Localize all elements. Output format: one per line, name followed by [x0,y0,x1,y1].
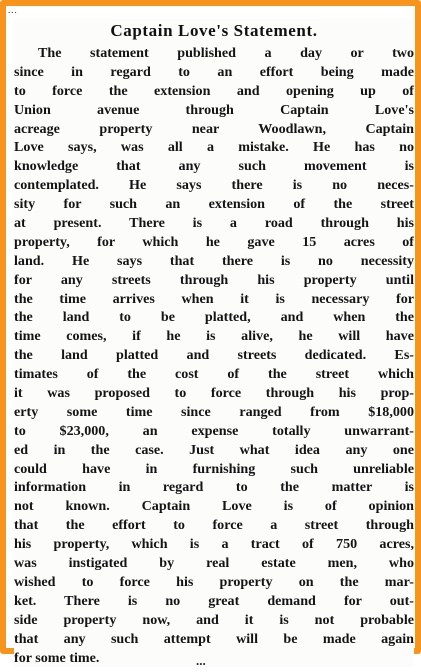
article-line: Love says, was all a mistake. He has no [14,139,414,156]
article-line: the land platted and streets dedicated. Es- [14,347,414,364]
article-line: the land to be platted, and when the [14,309,414,326]
article [14,18,414,667]
article-line: to force the extension and opening up of [14,82,414,99]
article-headline: Captain Love's Statement. [110,21,318,40]
article-line: timates of the cost of the street which [14,366,414,383]
article-body [14,44,414,667]
article-line: could have in furnishing such unreliable [14,460,414,477]
article-line: land. He says that there is no necessity [14,252,414,269]
article-line: that the effort to force a street through [14,517,414,534]
article-line: to $23,000, an expense totally unwarrant- [14,422,414,439]
article-line: the time arrives when it is necessary for [14,290,414,307]
cut-off-previous-article: ... [8,5,18,15]
article-line: contemplated. He says there is no neces- [14,177,414,194]
article-line: that any such attempt will be made again [14,630,414,647]
article-line: it was proposed to force through his prop- [14,385,414,402]
article-line: ket. There is no great demand for out- [14,592,414,609]
article-line: at present. There is a road through his [14,215,414,232]
article-line: wished to force his property on the mar- [14,573,414,590]
article-line: for some time. [14,649,100,666]
article-line: sity for such an extension of the street [14,196,414,213]
cut-off-next-article [196,650,406,660]
article-line: acreage property near Woodlawn, Captain [14,120,414,137]
article-line: for any streets through his property until [14,271,414,288]
article-line: side property now, and it is not probable [14,611,414,628]
article-line: since in regard to an effort being made [14,63,414,80]
article-line: Union avenue through Captain Love's [14,101,414,118]
article-line: erty some time since ranged from $18,000 [14,403,414,420]
article-line: information in regard to the matter is [14,479,414,496]
article-line: ed in the case. Just what idea any one [14,441,414,458]
article-line: not known. Captain Love is of opinion [14,498,414,515]
article-line: The statement published a day or two [38,45,414,61]
article-line: time comes, if he is alive, he will have [14,328,414,345]
article-line: his property, which is a tract of 750 acres, [14,536,414,553]
article-line: was instigated by real estate men, who [14,555,414,572]
article-line: property, for which he gave 15 acres of [14,233,414,250]
article-line: knowledge that any such movement is [14,158,414,175]
